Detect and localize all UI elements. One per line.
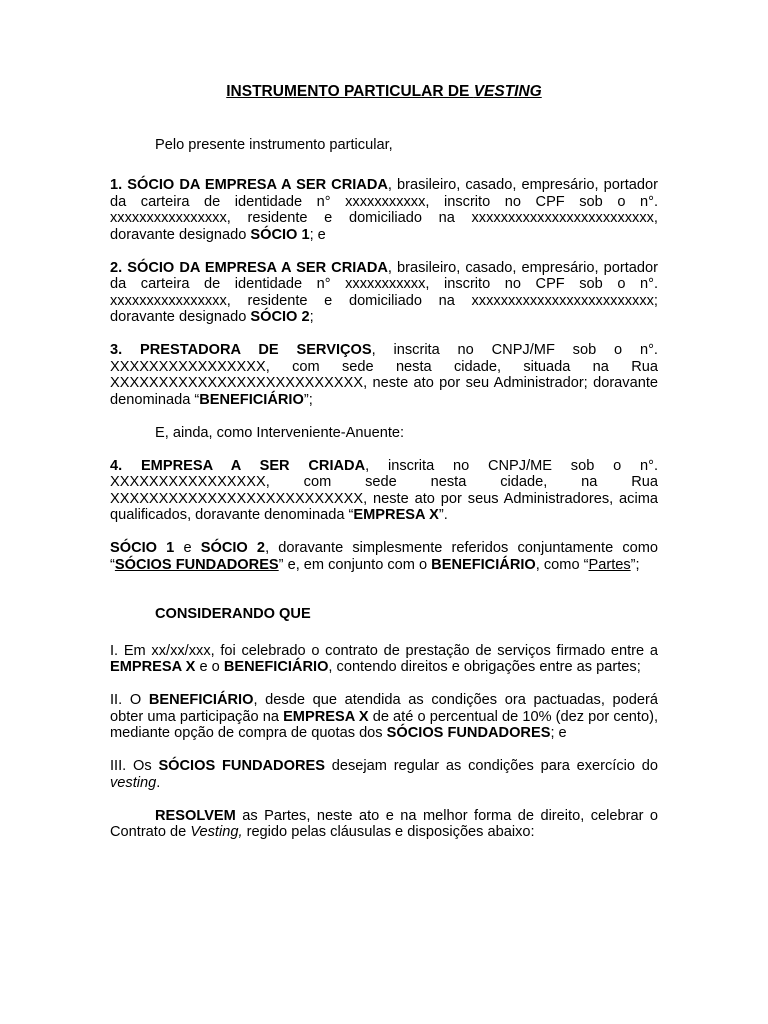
party-4-name: 4. EMPRESA A SER CRIADA bbox=[110, 457, 366, 474]
clause-2-text-e: de até o percentual de 10% (dez por cento), mediante opção de compra de quotas dos bbox=[110, 708, 659, 741]
party-3-text: , inscrita no CNPJ/MF sob o n°. XXXXXXXXXXXXXXXX, com sede nesta cidade, situada na Rua XXXXXXXXXXXXXXXXXXXXXXXXXX, neste ato por seu Administrador; doravante denominada “ bbox=[110, 342, 658, 408]
clause-1-text-c: e o bbox=[195, 659, 224, 675]
clause-2-beneficiary: BENEFICIÁRIO bbox=[148, 692, 254, 708]
clause-2-text-c: , desde que atendida as condições ora pactuadas, poderá obter uma participação na bbox=[110, 692, 659, 725]
clause-3-text-e: . bbox=[156, 774, 161, 791]
intro-paragraph: Pelo presente instrumento particular, bbox=[155, 136, 393, 153]
clause-1-beneficiary: BENEFICIÁRIO bbox=[223, 659, 329, 675]
partners-end: ”; bbox=[630, 556, 640, 573]
clause-3-text-a: III. Os bbox=[110, 758, 159, 774]
party-1-designation: SÓCIO 1 bbox=[250, 226, 310, 243]
party-1-text: , brasileiro, casado, empresário, portador da carteira de identidade n° xxxxxxxxxxx, inscrito no CPF sob o n°. xxxxxxxxxxxxxxxx, residente e domiciliado na xxxxxxxxxxxxxxxxxxxxxxxxx, doravante designado bbox=[110, 177, 658, 243]
partners-founders: SÓCIOS FUNDADORES bbox=[114, 556, 279, 573]
party-2-designation: SÓCIO 2 bbox=[250, 309, 310, 325]
clause-2-empresa: EMPRESA X bbox=[283, 708, 369, 725]
partners-socio-2: SÓCIO 2 bbox=[200, 540, 266, 556]
party-3-designation: BENEFICIÁRIO bbox=[199, 391, 304, 408]
partners-paragraph bbox=[110, 540, 658, 573]
partners-parties: Partes bbox=[588, 556, 631, 573]
party-4-paragraph bbox=[110, 458, 658, 524]
clause-1-paragraph bbox=[110, 643, 658, 676]
resolve-vesting: Vesting, bbox=[190, 824, 243, 840]
party-1-end: ; e bbox=[309, 226, 326, 243]
resolve-paragraph bbox=[110, 808, 658, 841]
clause-2-text-g: ; e bbox=[550, 725, 567, 741]
party-2-end: ; bbox=[309, 309, 314, 325]
document-title bbox=[110, 84, 658, 101]
partners-socio-1: SÓCIO 1 bbox=[110, 540, 175, 556]
clause-1-empresa: EMPRESA X bbox=[110, 659, 196, 675]
party-3-paragraph bbox=[110, 342, 658, 408]
partners-text-2: ” e, em conjunto com o bbox=[278, 556, 432, 573]
clause-3-founders: SÓCIOS FUNDADORES bbox=[158, 758, 325, 774]
clause-1-text-e: , contendo direitos e obrigações entre as partes; bbox=[328, 659, 641, 675]
party-3-name: 3. PRESTADORA DE SERVIÇOS bbox=[110, 342, 372, 358]
title-main: INSTRUMENTO PARTICULAR DE bbox=[226, 83, 474, 100]
party-4-text: , inscrita no CNPJ/ME sob o n°. XXXXXXXXXXXXXXXX, com sede nesta cidade, na Rua XXXXXXXXXXXXXXXXXXXXXXXXXX, neste ato por seus Administradores, acima qualificados, doravante denominada “ bbox=[110, 457, 658, 523]
clause-3-paragraph bbox=[110, 758, 658, 791]
party-1-paragraph bbox=[110, 177, 658, 243]
partners-and: e bbox=[174, 540, 201, 556]
party-2-paragraph bbox=[110, 260, 658, 326]
title-italic: VESTING bbox=[473, 83, 542, 100]
party-1-name: 1. SÓCIO DA EMPRESA A SER CRIADA bbox=[110, 177, 388, 193]
clause-1-text-a: I. Em xx/xx/xxx, foi celebrado o contrato de prestação de serviços firmado entre a bbox=[110, 642, 658, 659]
clause-2-text-a: II. O bbox=[110, 692, 149, 708]
party-2-name: 2. SÓCIO DA EMPRESA A SER CRIADA bbox=[110, 259, 388, 276]
clause-3-vesting: vesting bbox=[110, 774, 157, 791]
partners-text-3: , como “ bbox=[535, 556, 589, 573]
party-4-end: ”. bbox=[438, 507, 448, 523]
resolve-text-d: regido pelas cláusulas e disposições abaixo: bbox=[242, 824, 535, 840]
partners-text-1: , doravante simplesmente referidos conjuntamente como “ bbox=[110, 540, 659, 573]
partners-beneficiary: BENEFICIÁRIO bbox=[431, 556, 536, 573]
intervening-paragraph: E, ainda, como Interveniente-Anuente: bbox=[155, 424, 405, 441]
clause-2-paragraph bbox=[110, 692, 658, 742]
party-4-designation: EMPRESA X bbox=[353, 507, 439, 523]
clause-2-founders: SÓCIOS FUNDADORES bbox=[386, 725, 551, 741]
party-3-end: ”; bbox=[303, 391, 313, 408]
clause-3-text-c: desejam regular as condições para exercício do bbox=[324, 758, 659, 774]
resolve-text-b: as Partes, neste ato e na melhor forma de direito, celebrar o Contrato de bbox=[110, 807, 658, 840]
resolve-keyword: RESOLVEM bbox=[155, 807, 236, 824]
party-2-text: , brasileiro, casado, empresário, portador da carteira de identidade n° xxxxxxxxxxx, inscrito no CPF sob o n°. xxxxxxxxxxxxxxxx, residente e domiciliado na xxxxxxxxxxxxxxxxxxxxxxxxx; doravante designado bbox=[110, 259, 658, 325]
considering-heading: CONSIDERANDO QUE bbox=[155, 606, 311, 622]
